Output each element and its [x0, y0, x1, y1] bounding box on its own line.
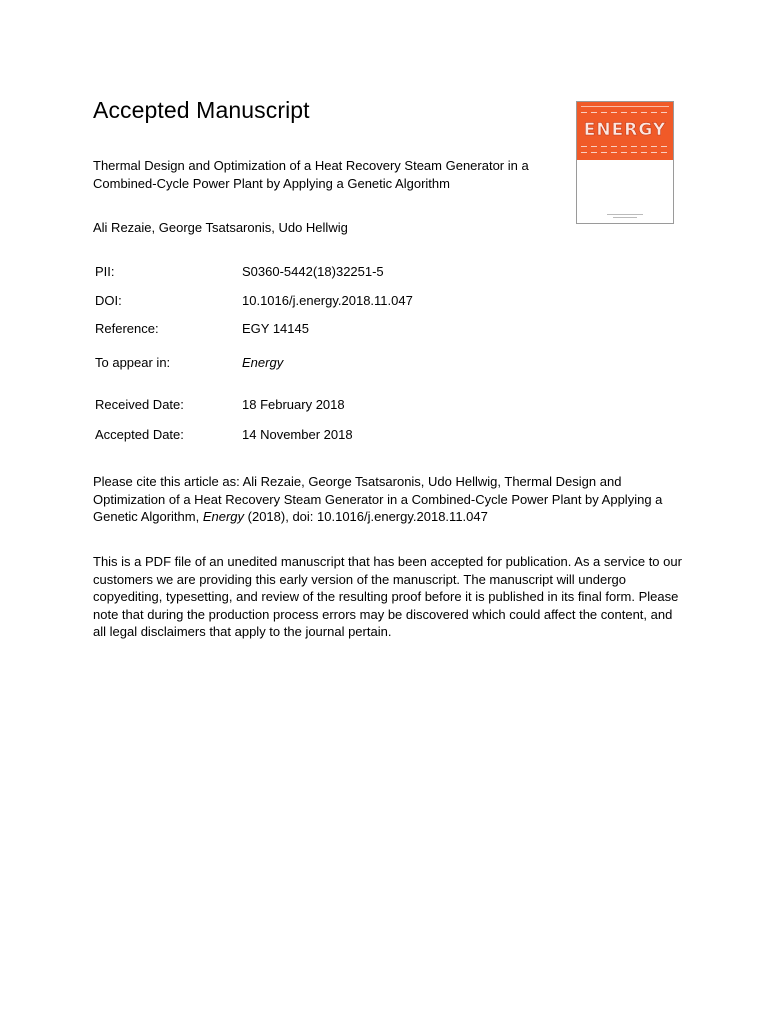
received-value: 18 February 2018	[242, 397, 345, 412]
cover-text-line	[581, 146, 669, 147]
pii-value: S0360-5442(18)32251-5	[242, 264, 384, 279]
cover-journal-word: ENERGY	[583, 120, 667, 140]
appear-in-label: To appear in:	[95, 355, 171, 370]
cover-publisher-line	[613, 217, 637, 218]
manuscript-notice: This is a PDF file of an unedited manuscript that has been accepted for publication. As a service to our customers we are providing this early version of the manuscript. The manuscript will undergo copyediting, typesetting, and review of the resulting proof before it is published in its final form. Please note that during the production process errors may be discovered which could affect the content, and all legal disclaimers that apply to the journal pertain.	[93, 554, 682, 640]
citation-text: Please cite this article as: Ali Rezaie, George Tsatsaronis, Udo Hellwig, Thermal Design and Optimization of a Heat Recovery Steam Generator in a Combined-Cycle Power Plant by Applying a Genetic Algorithm,	[93, 474, 663, 525]
pii-label: PII:	[95, 264, 115, 279]
citation-journal: Energy	[202, 509, 245, 525]
journal-cover-thumbnail	[576, 101, 674, 224]
page-heading: Accepted Manuscript	[93, 97, 310, 123]
doi-value: 10.1016/j.energy.2018.11.047	[242, 293, 413, 308]
cover-header-line	[581, 106, 669, 107]
cover-publisher-line	[607, 214, 643, 215]
citation-doi: (2018), doi: 10.1016/j.energy.2018.11.047	[244, 509, 488, 525]
cover-text-line	[581, 112, 669, 113]
appear-in-value: Energy	[242, 355, 284, 370]
received-label: Received Date:	[95, 397, 184, 412]
accepted-value: 14 November 2018	[242, 427, 353, 442]
accepted-label: Accepted Date:	[95, 427, 184, 442]
citation-paragraph	[93, 473, 683, 526]
reference-label: Reference:	[95, 321, 159, 336]
reference-value: EGY 14145	[242, 321, 309, 336]
cover-text-line	[581, 152, 669, 153]
doi-label: DOI:	[95, 293, 122, 308]
article-title: Thermal Design and Optimization of a Heat Recovery Steam Generator in a Combined-Cycle Power Plant by Applying a Genetic Algorithm	[93, 158, 529, 191]
article-authors: Ali Rezaie, George Tsatsaronis, Udo Hellwig	[93, 220, 348, 235]
